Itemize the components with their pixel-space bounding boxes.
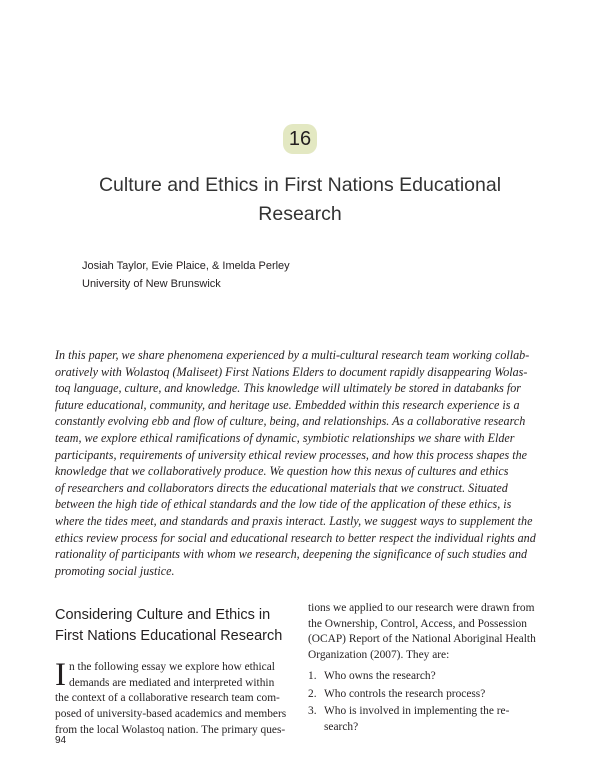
title-line: Research	[258, 203, 342, 225]
author-names: Josiah Taylor, Evie Plaice, & Imelda Perley	[82, 260, 290, 272]
abstract-line: oratively with Wolastoq (Maliseet) First Nations Elders to document rapidly disappearing Wolas-	[55, 364, 528, 379]
body-line: the context of a collaborative research team com-	[55, 692, 280, 705]
left-column-text	[55, 657, 295, 739]
list-number: 3.	[308, 705, 317, 718]
title-line: Culture and Ethics in First Nations Educational	[98, 174, 502, 196]
list-number: 1.	[308, 669, 317, 682]
body-line: tions we applied to our research were drawn from	[308, 602, 535, 614]
body-line: Organization (2007). They are:	[308, 649, 450, 662]
list-text: Who controls the research process?	[324, 687, 486, 700]
body-line: demands are mediated and interpreted within	[69, 676, 275, 689]
abstract-line: promoting social justice.	[55, 563, 175, 578]
right-column-text	[308, 601, 548, 738]
chapter-number: 16	[288, 127, 312, 150]
body-line: (OCAP) Report of the National Aboriginal Health	[308, 633, 536, 646]
list-number: 2.	[308, 687, 317, 700]
ocap-question-list	[308, 669, 548, 736]
drop-cap: I	[55, 657, 66, 693]
abstract-line: participants, requirements of university ethical review processes, and how this process shapes the	[55, 447, 528, 462]
author-affiliation: University of New Brunswick	[82, 278, 221, 290]
abstract-line: knowledge that we collaboratively produce. We question how this nexus of cultures and ethics	[55, 464, 509, 479]
body-line: from the local Wolastoq nation. The primary ques-	[55, 723, 286, 736]
abstract-line: ethics review process for social and educational research to better respect the individual rights and	[55, 530, 536, 545]
abstract-line: where the tides meet, and standards and praxis interact. Lastly, we suggest ways to supplement the	[55, 513, 533, 528]
body-line: n the following essay we explore how ethical	[69, 661, 275, 673]
abstract-line: rationality of participants with whom we research, deepening the significance of such studies and	[55, 547, 528, 562]
list-item	[308, 704, 548, 735]
section-heading-line: First Nations Educational Research	[55, 628, 283, 644]
chapter-title	[60, 171, 540, 229]
body-line: the Ownership, Control, Access, and Possession	[308, 617, 527, 630]
list-text: search?	[324, 720, 359, 733]
list-text: Who owns the research?	[324, 669, 436, 682]
list-item	[308, 687, 548, 703]
abstract-line: constantly evolving ebb and flow of culture, being, and relationships. As a collaborative research	[55, 414, 526, 429]
abstract	[55, 347, 550, 579]
body-line: posed of university-based academics and members	[55, 708, 287, 721]
list-text: Who is involved in implementing the re-	[324, 705, 510, 718]
abstract-line: toq language, culture, and knowledge. This knowledge will ultimately be stored in databanks for	[55, 381, 522, 396]
page-number: 94	[55, 735, 67, 746]
section-heading	[55, 605, 282, 647]
list-item	[308, 669, 548, 685]
chapter-number-badge	[283, 124, 317, 154]
abstract-line: In this paper, we share phenomena experienced by a multi-cultural research team working collab-	[55, 348, 530, 362]
abstract-line: team, we explore ethical ramifications of dynamic, symbiotic relationships we share with Elder	[55, 430, 515, 445]
abstract-line: future educational, community, and heritage use. Embedded within this research experience is a	[55, 397, 520, 412]
author-block	[82, 257, 290, 293]
abstract-line: between the high tide of ethical standards and the low tide of the application of these ethics, is	[55, 497, 512, 512]
section-heading-line: Considering Culture and Ethics in	[55, 607, 271, 623]
abstract-line: of researchers and collaborators directs the educational materials that we construct. Situated	[55, 480, 508, 495]
